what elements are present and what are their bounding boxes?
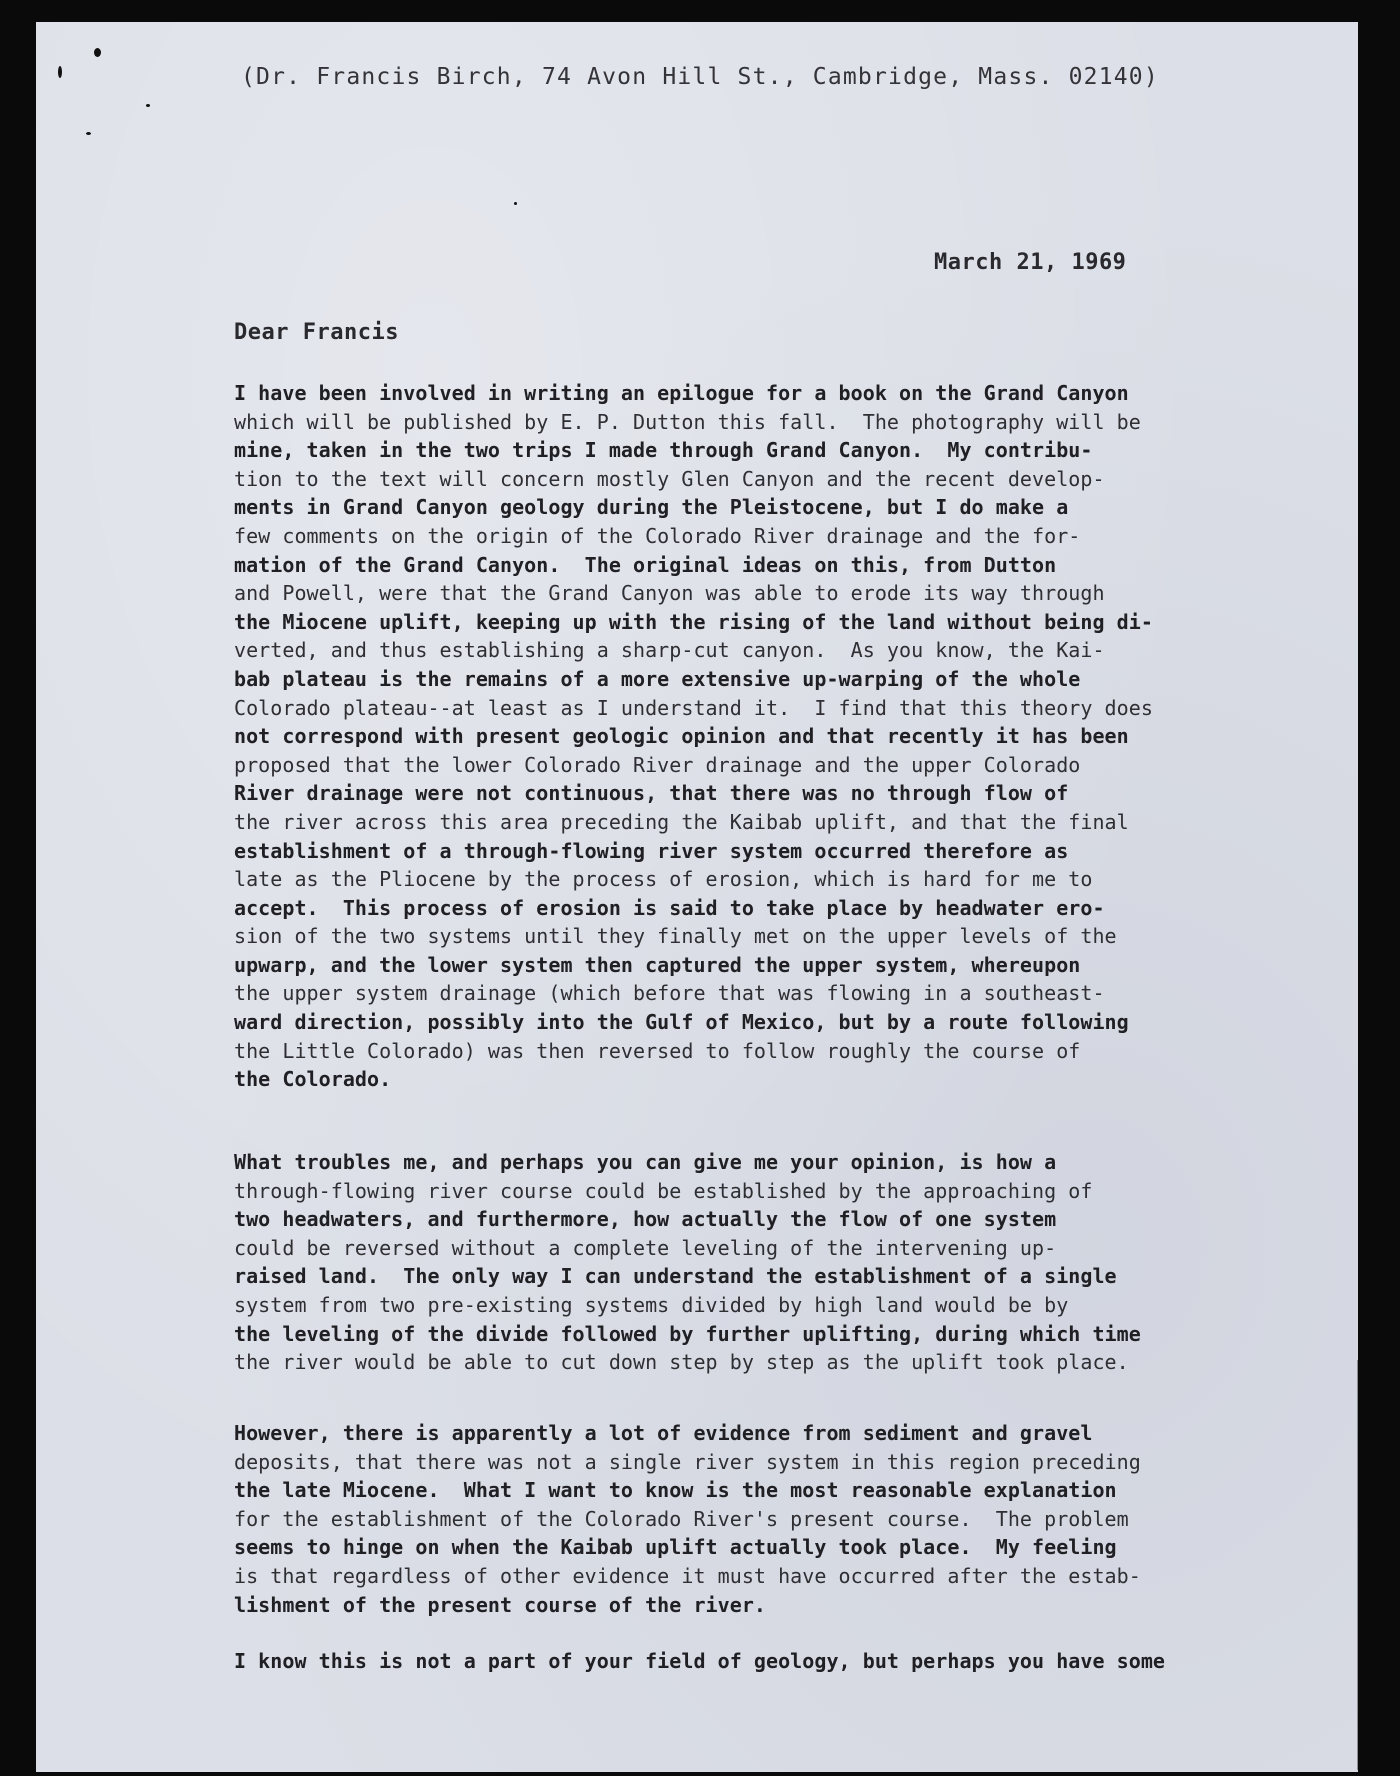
fold-line <box>1357 1360 1358 1770</box>
letter-line: could be reversed without a complete leveling of the intervening up- <box>234 1235 1057 1260</box>
letter-line: the late Miocene. What I want to know is the most reasonable explanation <box>234 1478 1117 1503</box>
letter-line: late as the Pliocene by the process of erosion, which is hard for me to <box>234 867 1093 892</box>
letter-line: establishment of a through-flowing river system occurred therefore as <box>234 838 1069 863</box>
letter-line: proposed that the lower Colorado River drainage and the upper Colorado <box>234 752 1081 777</box>
letter-line: I have been involved in writing an epilogue for a book on the Grand Canyon <box>234 381 1129 405</box>
letter-line: upwarp, and the lower system then captured the upper system, whereupon <box>234 952 1081 977</box>
letter-line: lishment of the present course of the river. <box>234 1592 767 1617</box>
letter-line: mine, taken in the two trips I made through Grand Canyon. My contribu- <box>234 438 1093 463</box>
letter-line: River drainage were not continuous, that there was no through flow of <box>234 781 1069 806</box>
letter-line: seems to hinge on when the Kaibab uplift actually took place. My feeling <box>234 1535 1117 1560</box>
letter-line: deposits, that there was not a single river system in this region preceding <box>234 1449 1141 1474</box>
letter-paragraph-3 <box>234 1419 1141 1619</box>
letter-line: sion of the two systems until they finally met on the upper levels of the <box>234 924 1117 949</box>
letter-line: However, there is apparently a lot of evidence from sediment and gravel <box>234 1421 1093 1445</box>
letter-line: is that regardless of other evidence it must have occurred after the estab- <box>234 1563 1141 1588</box>
letter-page <box>36 22 1358 1772</box>
letter-line: few comments on the origin of the Colorado River drainage and the for- <box>234 523 1081 548</box>
punch-mark <box>86 132 91 135</box>
letter-line: the river would be able to cut down step by step as the uplift took place. <box>234 1350 1129 1375</box>
letter-line: tion to the text will concern mostly Glen Canyon and the recent develop- <box>234 466 1105 491</box>
letter-line: bab plateau is the remains of a more extensive up-warping of the whole <box>234 666 1081 691</box>
letter-line: the Colorado. <box>234 1067 392 1092</box>
letter-line: the leveling of the divide followed by further uplifting, during which time <box>234 1321 1141 1346</box>
letter-paragraph-1 <box>234 379 1153 1094</box>
letter-line: Colorado plateau--at least as I understand it. I find that this theory does <box>234 695 1153 720</box>
punch-mark <box>94 48 101 57</box>
letter-line: system from two pre-existing systems divided by high land would be by <box>234 1292 1069 1317</box>
letter-line: raised land. The only way I can understand the establishment of a single <box>234 1264 1117 1289</box>
punch-mark <box>514 202 517 205</box>
letter-line: I know this is not a part of your field of geology, but perhaps you have some <box>234 1649 1166 1673</box>
letter-line: ward direction, possibly into the Gulf of Mexico, but by a route following <box>234 1010 1129 1035</box>
letter-line: not correspond with present geologic opinion and that recently it has been <box>234 724 1129 749</box>
letter-line: ments in Grand Canyon geology during the Pleistocene, but I do make a <box>234 495 1069 520</box>
letter-line: through-flowing river course could be established by the approaching of <box>234 1178 1093 1203</box>
punch-mark <box>146 104 150 107</box>
letter-line: What troubles me, and perhaps you can give me your opinion, is how a <box>234 1150 1057 1174</box>
letter-paragraph-4 <box>234 1647 1165 1676</box>
letter-header-address: (Dr. Francis Birch, 74 Avon Hill St., Cambridge, Mass. 02140) <box>241 64 1159 90</box>
letter-date: March 21, 1969 <box>934 250 1127 275</box>
letter-line: accept. This process of erosion is said to take place by headwater ero- <box>234 895 1105 920</box>
letter-salutation: Dear Francis <box>234 320 399 345</box>
letter-line: verted, and thus establishing a sharp-cut canyon. As you know, the Kai- <box>234 638 1105 663</box>
letter-line: two headwaters, and furthermore, how actually the flow of one system <box>234 1207 1057 1232</box>
letter-line: and Powell, were that the Grand Canyon was able to erode its way through <box>234 581 1105 606</box>
letter-line: the Miocene uplift, keeping up with the rising of the land without being di- <box>234 609 1153 634</box>
letter-line: the Little Colorado) was then reversed to follow roughly the course of <box>234 1038 1081 1063</box>
letter-line: mation of the Grand Canyon. The original ideas on this, from Dutton <box>234 552 1057 577</box>
letter-line: the river across this area preceding the Kaibab uplift, and that the final <box>234 809 1129 834</box>
letter-paragraph-2 <box>234 1148 1141 1377</box>
letter-line: which will be published by E. P. Dutton this fall. The photography will be <box>234 409 1141 434</box>
punch-mark <box>58 66 62 78</box>
letter-line: the upper system drainage (which before that was flowing in a southeast- <box>234 981 1105 1006</box>
letter-line: for the establishment of the Colorado River's present course. The problem <box>234 1506 1129 1531</box>
